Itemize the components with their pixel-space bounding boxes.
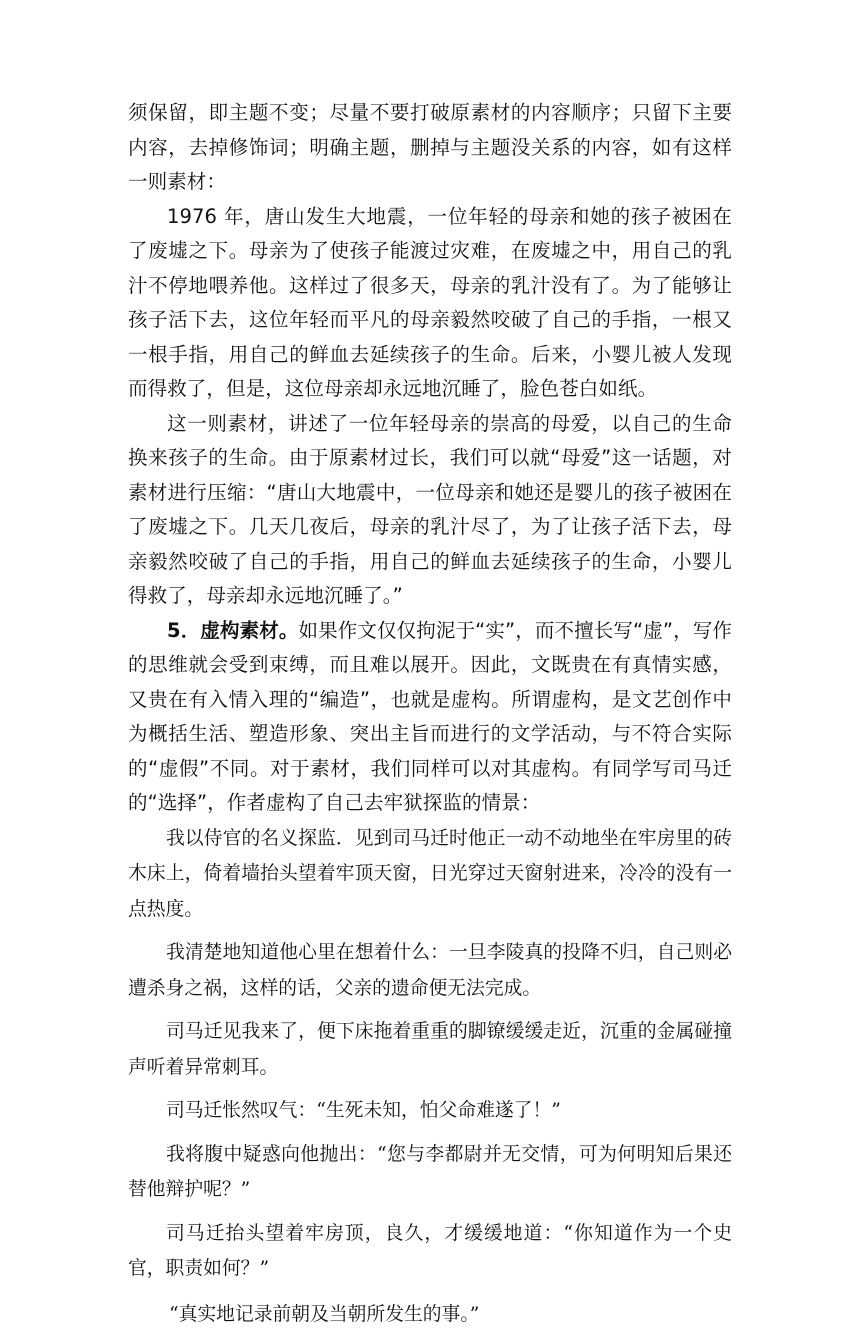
story-paragraph-question: 我将腹中疑惑向他抛出：“您与李都尉并无交情，可为何明知后果还替他辩护呢？” [128, 1137, 732, 1208]
paragraph-compression-example: 这一则素材，讲述了一位年轻母亲的崇高的母爱，以自己的生命换来孩子的生命。由于原素材过长，我们可以就“母爱”这一话题，对素材进行压缩：“唐山大地震中，一位母亲和她还是婴儿的孩子被困在了废墟之下。几天几夜后，母亲的乳汁尽了，为了让孩子活下去，母亲毅然咬破了自己的手指，用自己的鲜血去延续孩子的生命，小婴儿得救了，母亲却永远地沉睡了。” [128, 407, 732, 614]
paragraph-tangshan-material: 1976 年，唐山发生大地震，一位年轻的母亲和她的孩子被困在了废墟之下。母亲为了使孩子能渡过灾难，在废墟之中，用自己的乳汁不停地喂养他。这样过了很多天，母亲的乳汁没有了。为了能够让孩子活下去，这位年轻而平凡的母亲毅然咬破了自己的手指，一根又一根手指，用自己的鲜血去延续孩子的生命。后来，小婴儿被人发现而得救了，但是，这位母亲却永远地沉睡了，脸色苍白如纸。 [128, 200, 732, 407]
paragraph-intro-continuation: 须保留，即主题不变；尽量不要打破原素材的内容顺序；只留下主要内容，去掉修饰词；明确主题，删掉与主题没关系的内容，如有这样一则素材： [128, 96, 732, 200]
section-body: 如果作文仅仅拘泥于“实”，而不擅长写“虚”，写作的思维就会受到束缚，而且难以展开。因此，文既贵在有真情实感，又贵在有入情入理的“编造”，也就是虚构。所谓虚构，是文艺创作中为概括生活、塑造形象、突出主旨而进行的文学活动，与不符合实际的“虚假”不同。对于素材，我们同样可以对其虚构。有同学写司马迁的“选择”，作者虚构了自己去牢狱探监的情景： [128, 619, 732, 815]
story-paragraph-reply: 司马迁抬头望着牢房顶，良久，才缓缓地道：“你知道作为一个史官，职责如何？” [128, 1216, 732, 1287]
document-page [128, 96, 732, 1332]
story-paragraph-visit: 我以侍官的名义探监．见到司马迁时他正一动不动地坐在牢房里的砖木床上，倚着墙抬头望着牢顶天窗，日光穿过天窗射进来，冷冷的没有一点热度。 [128, 821, 732, 928]
paragraph-fiction-material [128, 614, 732, 821]
story-paragraph-answer: “真实地记录前朝及当朝所发生的事。” [128, 1297, 732, 1332]
story-paragraph-thoughts: 我清楚地知道他心里在想着什么：一旦李陵真的投降不归，自己则必遭杀身之祸，这样的话，父亲的遗命便无法完成。 [128, 935, 732, 1006]
story-paragraph-approach: 司马迁见我来了，便下床拖着重重的脚镣缓缓走近，沉重的金属碰撞声听着异常刺耳。 [128, 1014, 732, 1085]
story-paragraph-sigh: 司马迁怅然叹气：“生死未知，怕父命难遂了！” [128, 1093, 732, 1129]
section-heading: 5．虚构素材。 [167, 619, 298, 642]
